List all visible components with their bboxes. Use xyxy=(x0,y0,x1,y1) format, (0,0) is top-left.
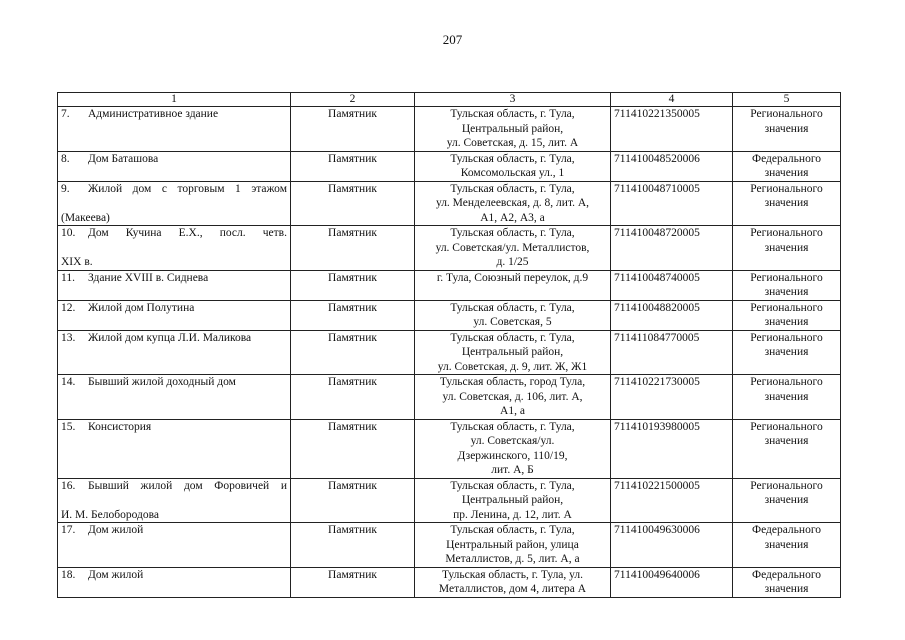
address-line: Тульская область, г. Тула, xyxy=(450,182,575,195)
address-line: Тульская область, г. Тула, xyxy=(450,524,575,536)
address-line: Тульская область, г. Тула, xyxy=(450,331,575,344)
object-type-cell: Памятник xyxy=(291,478,415,523)
object-name-text: XIX в. xyxy=(61,256,93,268)
table-row xyxy=(58,107,841,152)
address-cell xyxy=(415,151,611,181)
object-name-text: Здание XVIII в. Сиднева xyxy=(88,271,209,284)
significance-line: значения xyxy=(764,197,809,209)
object-name-line xyxy=(61,375,287,390)
registry-number-cell: 711410048520006 xyxy=(611,151,733,181)
object-name-cell xyxy=(58,330,291,375)
table-row xyxy=(58,567,841,597)
address-cell xyxy=(415,419,611,478)
object-name-cell xyxy=(58,375,291,420)
column-header-4: 4 xyxy=(611,93,733,107)
object-name-text: Дом жилой xyxy=(88,568,144,581)
column-header-5: 5 xyxy=(733,93,841,107)
address-line: Центральный район, xyxy=(461,494,564,506)
row-number: 13. xyxy=(61,331,76,344)
significance-line: Регионального xyxy=(750,108,823,120)
address-line: ул. Советская, д. 106, лит. А, xyxy=(442,390,583,403)
address-line: ул. Советская, 5 xyxy=(473,316,552,328)
significance-line: значения xyxy=(764,122,809,135)
address-line: ул. Советская, д. 9, лит. Ж, Ж1 xyxy=(437,360,588,373)
significance-line: значения xyxy=(764,241,809,254)
object-type-cell: Памятник xyxy=(291,107,415,152)
object-name-cell xyxy=(58,270,291,300)
significance-line: значения xyxy=(764,167,809,179)
object-type-cell: Памятник xyxy=(291,270,415,300)
registry-number-cell: 711410221500005 xyxy=(611,478,733,523)
address-line: ул. Советская, д. 15, лит. А xyxy=(446,137,579,149)
significance-line: Регионального xyxy=(750,331,823,344)
significance-line: Регионального xyxy=(750,420,823,433)
table-row xyxy=(58,181,841,226)
object-type-cell: Памятник xyxy=(291,523,415,568)
significance-line: Регионального xyxy=(750,271,823,284)
address-line: Центральный район, улица xyxy=(446,538,579,551)
row-number: 15. xyxy=(61,420,76,433)
significance-cell xyxy=(733,107,841,152)
table-row xyxy=(58,478,841,523)
table-row xyxy=(58,419,841,478)
address-cell xyxy=(415,107,611,152)
object-name-text: Жилой дом купца Л.И. Маликова xyxy=(88,331,252,344)
significance-cell xyxy=(733,300,841,330)
significance-line: значения xyxy=(764,435,809,447)
row-number: 16. xyxy=(61,479,76,492)
address-cell xyxy=(415,567,611,597)
significance-cell xyxy=(733,330,841,375)
address-cell xyxy=(415,300,611,330)
page-number: 207 xyxy=(442,32,463,47)
registry-number-cell: 711410221350005 xyxy=(611,107,733,152)
object-name-text: Дом Кучина Е.Х., посл. четв. xyxy=(88,227,287,239)
significance-line: значения xyxy=(764,390,809,403)
object-name-cell xyxy=(58,151,291,181)
row-number: 9. xyxy=(61,182,70,195)
significance-line: значения xyxy=(764,286,809,298)
significance-line: значения xyxy=(764,538,809,551)
significance-cell xyxy=(733,567,841,597)
row-number: 8. xyxy=(61,152,70,165)
address-line: д. 1/25 xyxy=(496,256,529,268)
object-type-cell: Памятник xyxy=(291,300,415,330)
object-name-cell xyxy=(58,300,291,330)
table-header xyxy=(58,93,841,107)
address-line: пр. Ленина, д. 12, лит. А xyxy=(453,508,572,521)
object-name-cell xyxy=(58,478,291,523)
address-cell xyxy=(415,375,611,420)
significance-line: Регионального xyxy=(750,479,823,492)
object-name-cell xyxy=(58,107,291,152)
significance-line: значения xyxy=(764,316,809,328)
registry-number-cell: 711410048820005 xyxy=(611,300,733,330)
table-row xyxy=(58,523,841,568)
significance-line: Регионального xyxy=(750,227,823,239)
significance-line: значения xyxy=(764,494,809,506)
object-type-cell: Памятник xyxy=(291,419,415,478)
table-row xyxy=(58,375,841,420)
registry-number-cell: 711410048720005 xyxy=(611,226,733,271)
row-number: 11. xyxy=(61,271,75,284)
significance-line: Регионального xyxy=(750,301,823,314)
column-header-1: 1 xyxy=(58,93,291,107)
object-name-line xyxy=(61,301,287,316)
object-type-cell: Памятник xyxy=(291,151,415,181)
row-number: 7. xyxy=(61,108,70,120)
significance-line: Федерального xyxy=(751,524,822,536)
object-name-line xyxy=(61,568,287,583)
significance-cell xyxy=(733,270,841,300)
table-row xyxy=(58,330,841,375)
table-row xyxy=(58,151,841,181)
object-name-text: Бывший жилой дом Форовичей и xyxy=(88,479,287,492)
row-number: 17. xyxy=(61,524,76,536)
significance-line: значения xyxy=(764,583,809,595)
significance-line: значения xyxy=(764,346,809,358)
address-line: Центральный район, xyxy=(461,122,564,135)
significance-line: Федерального xyxy=(751,152,822,165)
address-line: лит. А, Б xyxy=(491,464,534,476)
address-line: А1, а xyxy=(500,405,525,417)
significance-cell xyxy=(733,181,841,226)
object-name-cell xyxy=(58,419,291,478)
object-type-cell: Памятник xyxy=(291,226,415,271)
object-type-cell: Памятник xyxy=(291,375,415,420)
registry-number-cell: 711410049630006 xyxy=(611,523,733,568)
object-name-line xyxy=(61,508,287,523)
address-cell xyxy=(415,330,611,375)
object-name-text: Дом жилой xyxy=(88,524,144,536)
registry-number-cell: 711410221730005 xyxy=(611,375,733,420)
object-name-text: Жилой дом Полутина xyxy=(88,301,195,314)
registry-number-cell: 711410048710005 xyxy=(611,181,733,226)
address-line: Дзержинского, 110/19, xyxy=(457,449,568,462)
table-row xyxy=(58,270,841,300)
object-type-cell: Памятник xyxy=(291,567,415,597)
row-number: 10. xyxy=(61,227,76,239)
address-line: Металлистов, дом 4, литера А xyxy=(438,583,587,595)
significance-cell xyxy=(733,523,841,568)
registry-number-cell: 711411084770005 xyxy=(611,330,733,375)
object-name-text: Административное здание xyxy=(88,108,219,120)
object-name-line xyxy=(61,107,287,122)
address-cell xyxy=(415,226,611,271)
address-cell xyxy=(415,523,611,568)
object-name-line xyxy=(61,152,287,167)
significance-line: Федерального xyxy=(751,568,822,581)
address-line: Тульская область, г. Тула, xyxy=(450,301,575,314)
address-line: ул. Советская/ул. Металлистов, xyxy=(435,241,590,254)
address-line: Тульская область, г. Тула, xyxy=(450,227,575,239)
object-name-text: Жилой дом с торговым 1 этажом xyxy=(88,182,287,195)
object-name-text: (Макеева) xyxy=(61,211,110,224)
address-line: Тульская область, город Тула, xyxy=(439,376,586,388)
registry-number-cell: 711410048740005 xyxy=(611,270,733,300)
address-line: Тульская область, г. Тула, xyxy=(450,479,575,492)
object-name-line xyxy=(61,182,287,211)
object-name-line xyxy=(61,420,287,435)
object-name-line xyxy=(61,479,287,508)
address-cell xyxy=(415,478,611,523)
object-name-cell xyxy=(58,181,291,226)
object-name-line xyxy=(61,211,287,226)
significance-cell xyxy=(733,151,841,181)
object-name-text: Консистория xyxy=(88,420,152,433)
object-name-cell xyxy=(58,226,291,271)
column-header-2: 2 xyxy=(291,93,415,107)
row-number: 18. xyxy=(61,568,76,581)
heritage-table xyxy=(57,92,841,598)
object-name-cell xyxy=(58,567,291,597)
significance-line: Регионального xyxy=(750,182,823,195)
address-line: Металлистов, д. 5, лит. А, а xyxy=(445,553,580,565)
address-cell xyxy=(415,181,611,226)
address-line: ул. Менделеевская, д. 8, лит. А, xyxy=(435,197,590,209)
address-line: Тульская область, г. Тула, xyxy=(450,108,575,120)
object-name-text: Дом Баташова xyxy=(88,152,159,165)
registry-number-cell: 711410193980005 xyxy=(611,419,733,478)
table-row xyxy=(58,300,841,330)
significance-cell xyxy=(733,478,841,523)
address-line: г. Тула, Союзный переулок, д.9 xyxy=(436,271,589,284)
object-name-text: Бывший жилой доходный дом xyxy=(88,376,236,388)
object-name-line xyxy=(61,271,287,286)
address-line: ул. Советская/ул. xyxy=(470,435,555,447)
object-name-line xyxy=(61,255,287,270)
address-line: Центральный район, xyxy=(461,346,564,358)
address-line: А1, А2, А3, а xyxy=(480,211,545,224)
significance-cell xyxy=(733,419,841,478)
row-number: 14. xyxy=(61,376,76,388)
object-type-cell: Памятник xyxy=(291,330,415,375)
column-header-3: 3 xyxy=(415,93,611,107)
object-name-line xyxy=(61,226,287,255)
address-line: Тульская область, г. Тула, xyxy=(450,152,575,165)
object-name-line xyxy=(61,523,287,538)
address-line: Тульская область, г. Тула, ул. xyxy=(441,568,584,581)
significance-cell xyxy=(733,375,841,420)
address-cell xyxy=(415,270,611,300)
address-line: Комсомольская ул., 1 xyxy=(460,167,565,179)
table-row xyxy=(58,226,841,271)
address-line: Тульская область, г. Тула, xyxy=(450,420,575,433)
object-name-cell xyxy=(58,523,291,568)
table-body xyxy=(58,107,841,598)
header-row xyxy=(58,93,841,107)
registry-number-cell: 711410049640006 xyxy=(611,567,733,597)
row-number: 12. xyxy=(61,301,76,314)
significance-cell xyxy=(733,226,841,271)
object-name-line xyxy=(61,331,287,346)
object-name-text: И. М. Белобородова xyxy=(61,508,159,521)
object-type-cell: Памятник xyxy=(291,181,415,226)
significance-line: Регионального xyxy=(750,376,823,388)
